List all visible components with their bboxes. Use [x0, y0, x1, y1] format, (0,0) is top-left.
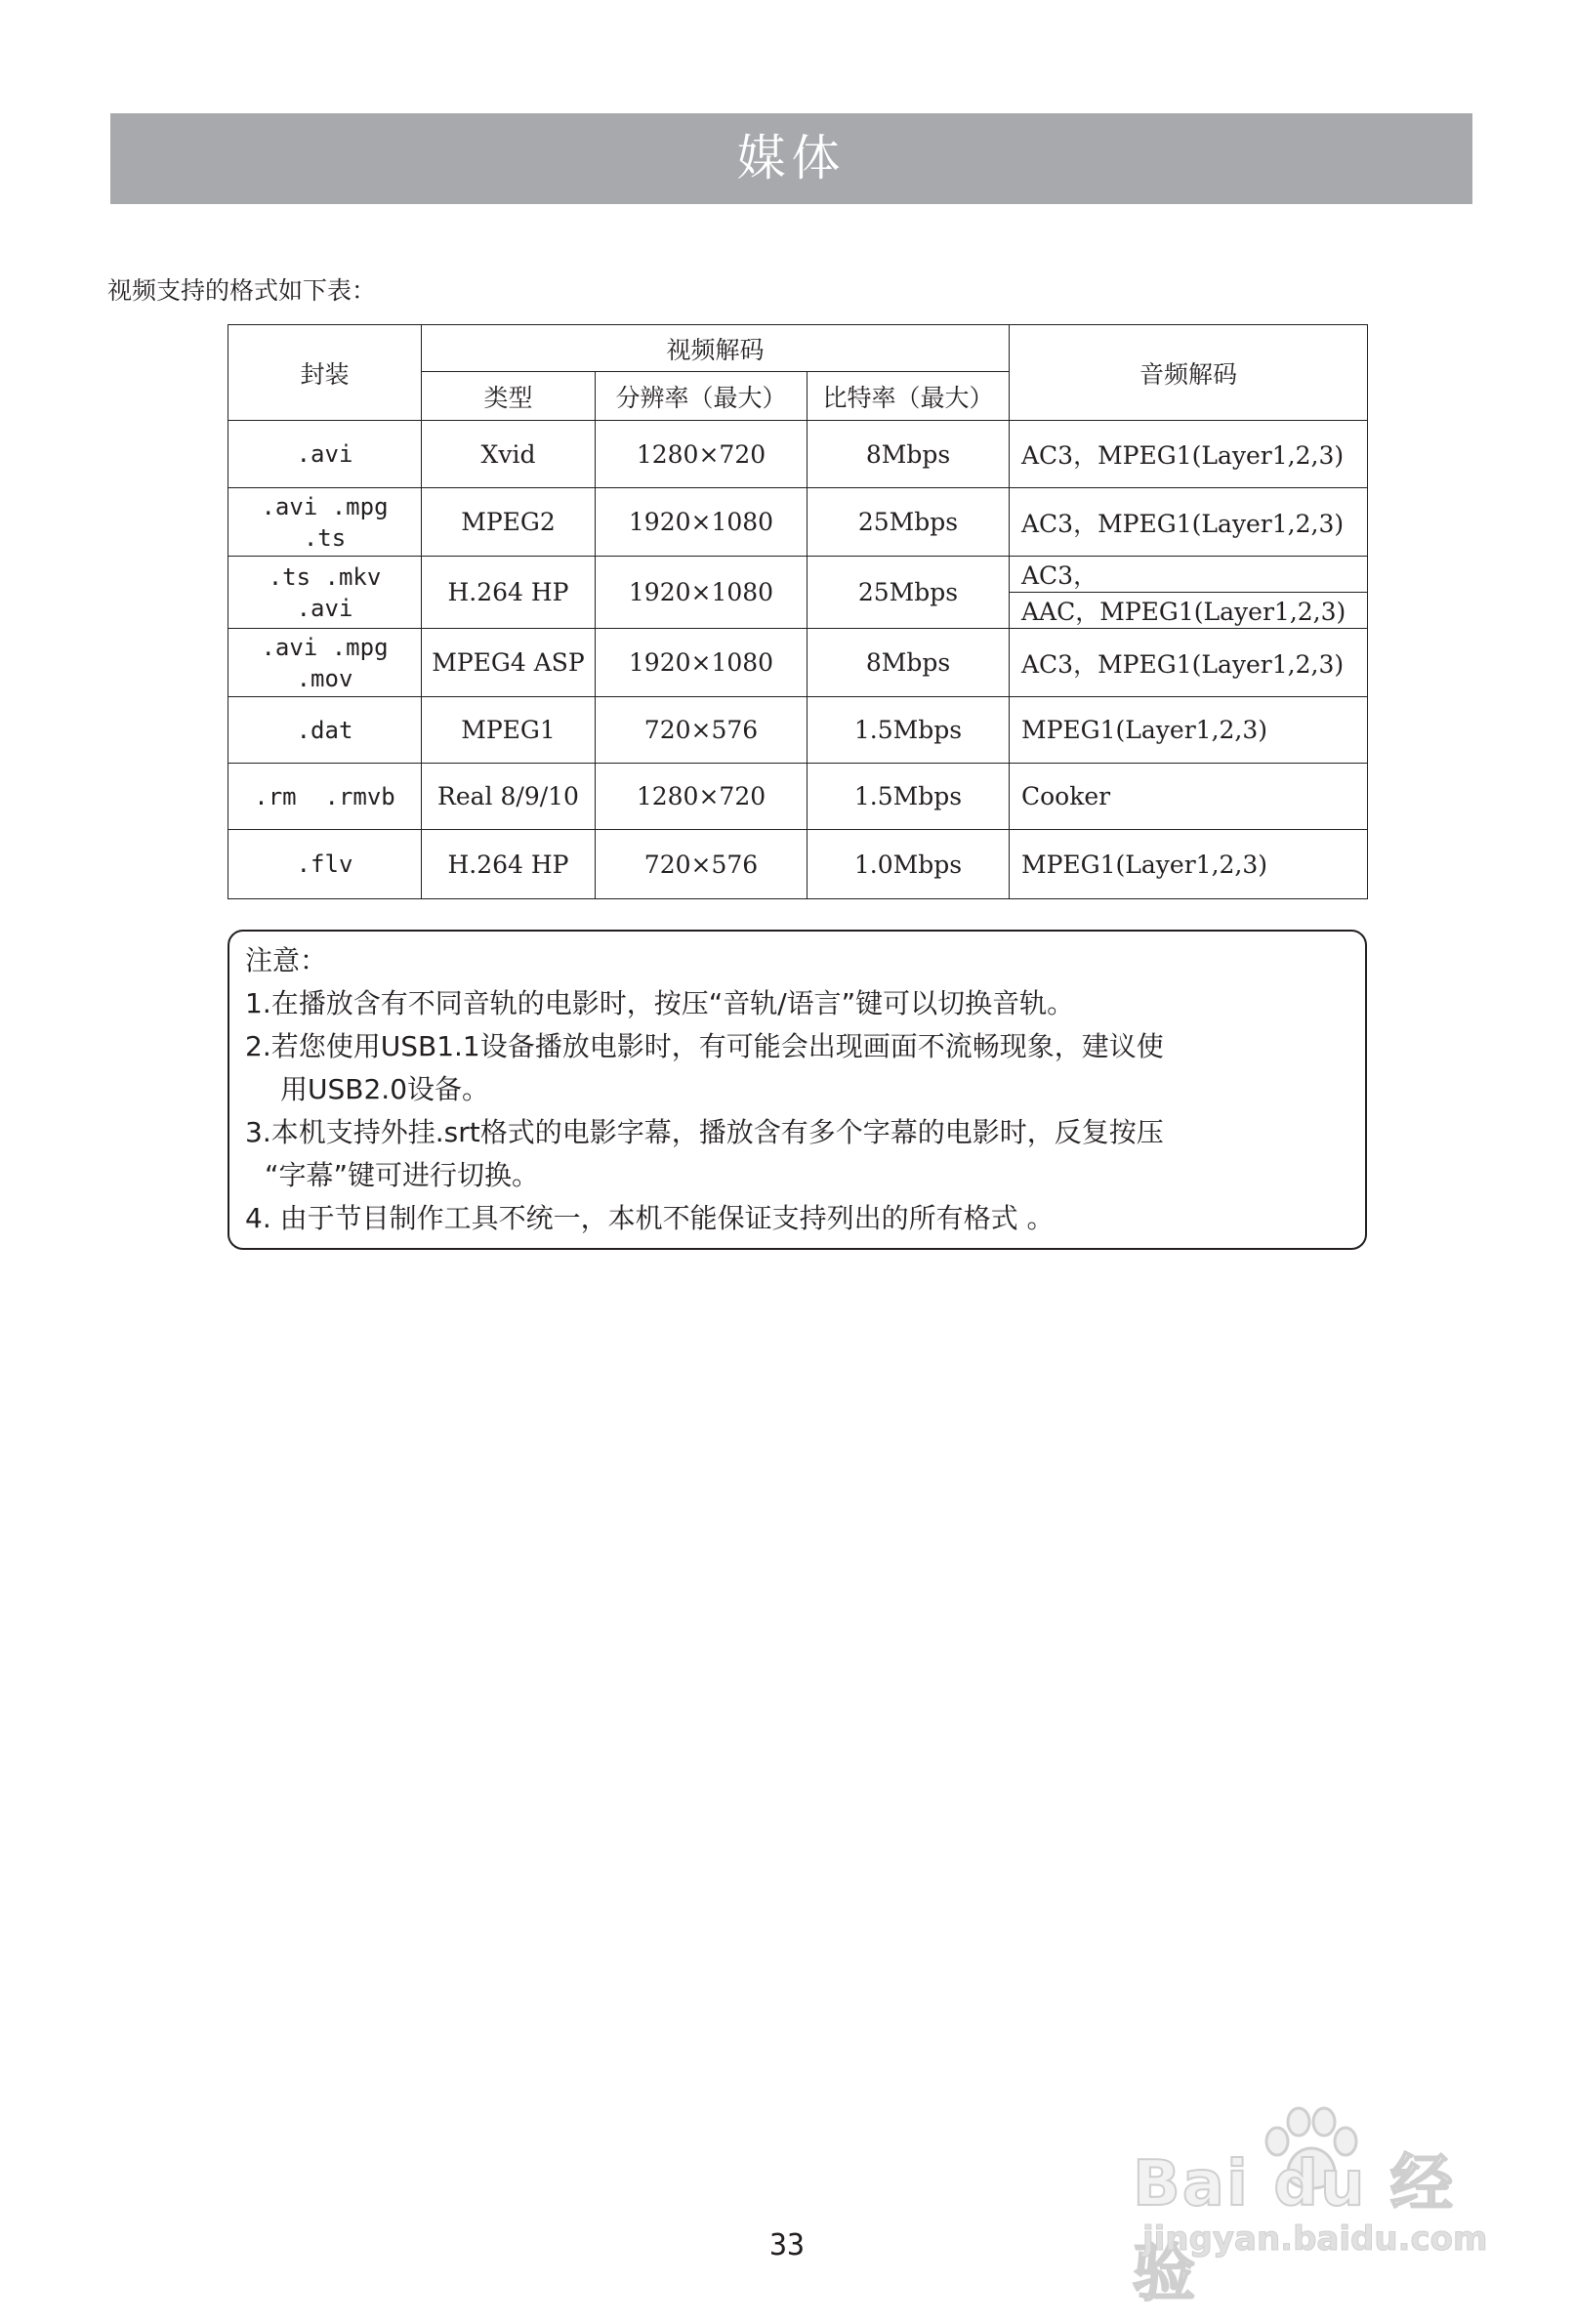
cell-bitrate: 25Mbps — [808, 557, 1010, 629]
format-table — [228, 324, 1368, 899]
table-row — [228, 830, 1368, 899]
notes-box — [228, 930, 1367, 1250]
cell-audio: MPEG1(Layer1,2,3) — [1010, 697, 1368, 764]
cell-type: Real 8/9/10 — [422, 764, 596, 830]
cell-bitrate: 1.5Mbps — [808, 697, 1010, 764]
table-row — [228, 764, 1368, 830]
cell-resolution: 1280×720 — [596, 421, 808, 488]
watermark — [1133, 2104, 1504, 2310]
watermark-url: jingyan.baidu.com — [1142, 2220, 1488, 2259]
cell-type: MPEG4 ASP — [422, 629, 596, 697]
note-item-4: 4. 由于节目制作工具不统一，本机不能保证支持列出的所有格式 。 — [245, 1202, 1055, 1234]
cell-type: Xvid — [422, 421, 596, 488]
table-header-row — [228, 325, 1368, 372]
table-row — [228, 421, 1368, 488]
container-line: .ts .mkv — [268, 562, 382, 591]
container-line: .avi — [296, 440, 353, 468]
container-line: .flv — [296, 851, 353, 878]
cell-type: MPEG2 — [422, 488, 596, 557]
cell-container — [228, 830, 422, 899]
cell-resolution: 1280×720 — [596, 764, 808, 830]
container-line: .avi .mpg — [261, 492, 389, 520]
page-title: 媒体 — [736, 130, 847, 187]
header-resolution: 分辨率（最大） — [596, 372, 808, 421]
page-title-bar — [110, 113, 1472, 204]
container-line: .rm .rmvb — [254, 782, 395, 810]
header-video-group: 视频解码 — [422, 325, 1010, 372]
cell-audio: AC3，MPEG1(Layer1,2,3) — [1010, 629, 1368, 697]
cell-container — [228, 764, 422, 830]
cell-type: H.264 HP — [422, 557, 596, 629]
cell-container — [228, 629, 422, 697]
watermark-main: Bai du 经验 — [1133, 2148, 1455, 2310]
header-audio: 音频解码 — [1010, 325, 1368, 421]
container-line: .avi .mpg — [261, 633, 389, 661]
header-container: 封装 — [228, 325, 422, 421]
note-item-3: 3.本机支持外挂.srt格式的电影字幕，播放含有多个字幕的电影时，反复按压 — [245, 1116, 1164, 1148]
intro-text: 视频支持的格式如下表： — [107, 276, 377, 305]
cell-audio: AC3，MPEG1(Layer1,2,3) — [1010, 488, 1368, 557]
container-line: .dat — [296, 716, 353, 744]
table-row — [228, 488, 1368, 557]
cell-resolution: 720×576 — [596, 697, 808, 764]
container-line: .mov — [296, 664, 353, 692]
cell-bitrate: 8Mbps — [808, 629, 1010, 697]
cell-audio: Cooker — [1010, 764, 1368, 830]
cell-type: H.264 HP — [422, 830, 596, 899]
cell-bitrate: 25Mbps — [808, 488, 1010, 557]
container-line: .ts — [303, 523, 347, 552]
cell-audio: AAC，MPEG1(Layer1,2,3) — [1010, 593, 1368, 629]
note-item-1: 1.在播放含有不同音轨的电影时，按压“音轨/语言”键可以切换音轨。 — [245, 987, 1075, 1019]
note-item-3-continuation: “字幕”键可进行切换。 — [265, 1159, 540, 1191]
cell-bitrate: 1.5Mbps — [808, 764, 1010, 830]
cell-container — [228, 488, 422, 557]
note-item-2-continuation: 用USB2.0设备。 — [280, 1073, 490, 1105]
cell-container — [228, 697, 422, 764]
note-item-2: 2.若您使用USB1.1设备播放电影时，有可能会出现画面不流畅现象，建议使 — [245, 1030, 1164, 1062]
cell-resolution: 720×576 — [596, 830, 808, 899]
cell-audio: MPEG1(Layer1,2,3) — [1010, 830, 1368, 899]
cell-audio: AC3， — [1010, 557, 1368, 593]
cell-container — [228, 557, 422, 629]
cell-resolution: 1920×1080 — [596, 629, 808, 697]
table-row — [228, 697, 1368, 764]
cell-container — [228, 421, 422, 488]
cell-type: MPEG1 — [422, 697, 596, 764]
table-row — [228, 629, 1368, 697]
cell-audio: AC3，MPEG1(Layer1,2,3) — [1010, 421, 1368, 488]
header-type: 类型 — [422, 372, 596, 421]
cell-bitrate: 1.0Mbps — [808, 830, 1010, 899]
cell-bitrate: 8Mbps — [808, 421, 1010, 488]
cell-resolution: 1920×1080 — [596, 488, 808, 557]
cell-resolution: 1920×1080 — [596, 557, 808, 629]
notes-heading: 注意： — [245, 944, 328, 976]
page-number: 33 — [768, 2228, 806, 2262]
table-row — [228, 557, 1368, 593]
container-line: .avi — [296, 594, 353, 622]
header-bitrate: 比特率（最大） — [808, 372, 1010, 421]
